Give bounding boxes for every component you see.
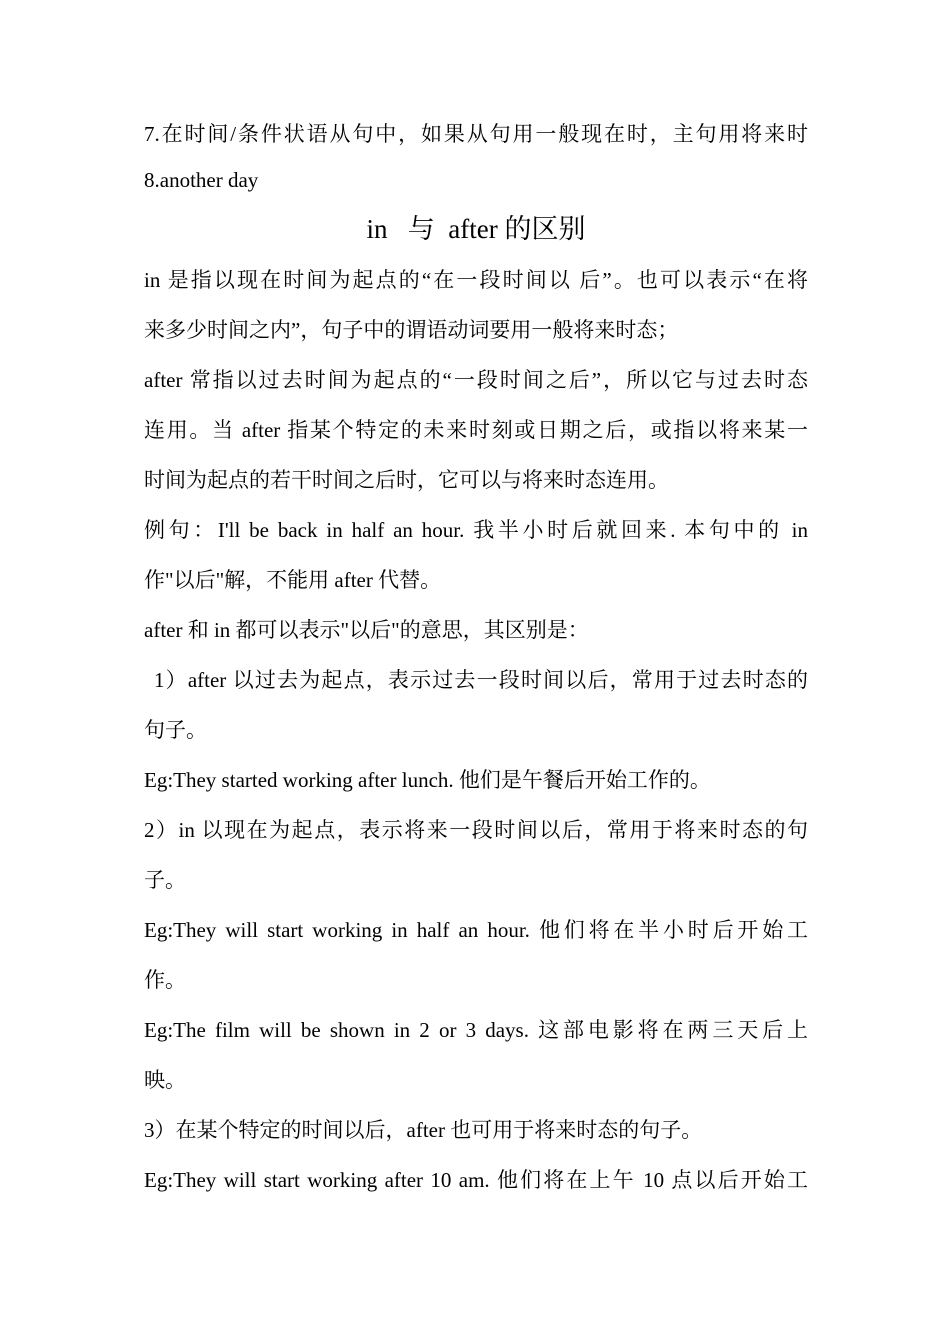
text-line: 来多少时间之内”，句子中的谓语动词要用一般将来时态； [144,318,679,342]
text-line: in 是指以现在时间为起点的“在一段时间以 后”。也可以表示“在将 [144,268,808,292]
text-line: 2）in 以现在为起点，表示将来一段时间以后，常用于将来时态的句 [144,818,808,842]
text-line: 1）after 以过去为起点，表示过去一段时间以后，常用于过去时态的 [154,668,808,692]
text-line: after 和 in 都可以表示"以后"的意思，其区别是： [144,618,589,642]
text-line: Eg:The film will be shown in 2 or 3 days. 这部电影将在两三天后上 [144,1018,808,1042]
text-line: Eg:They will start working after 10 am. 他们将在上午 10 点以后开始工 [144,1168,808,1192]
text-line: 8.another day [144,168,259,192]
text-line: 连用。当 after 指某个特定的未来时刻或日期之后，或指以将来某一 [144,418,808,442]
text-line: 7.在时间/条件状语从句中，如果从句用一般现在时，主句用将来时 [144,122,808,146]
section-title: in 与 after 的区别 [366,214,586,244]
text-line: Eg:They started working after lunch. 他们是午餐后开始工作的。 [144,768,711,792]
text-line: 句子。 [144,718,207,742]
text-line: 时间为起点的若干时间之后时，它可以与将来时态连用。 [144,468,669,492]
text-line: 映。 [144,1068,186,1092]
text-line: 作。 [144,968,186,992]
document-page [144,111,808,1205]
text-line: after 常指以过去时间为起点的“一段时间之后”，所以它与过去时态 [144,368,808,392]
text-line: 例句：I'll be back in half an hour. 我半小时后就回来. 本句中的 in [144,518,808,542]
text-line: 子。 [144,868,186,892]
text-line: 3）在某个特定的时间以后，after 也可用于将来时态的句子。 [144,1118,703,1142]
text-line: Eg:They will start working in half an hour. 他们将在半小时后开始工 [144,918,808,942]
text-line: 作"以后"解，不能用 after 代替。 [144,568,442,592]
